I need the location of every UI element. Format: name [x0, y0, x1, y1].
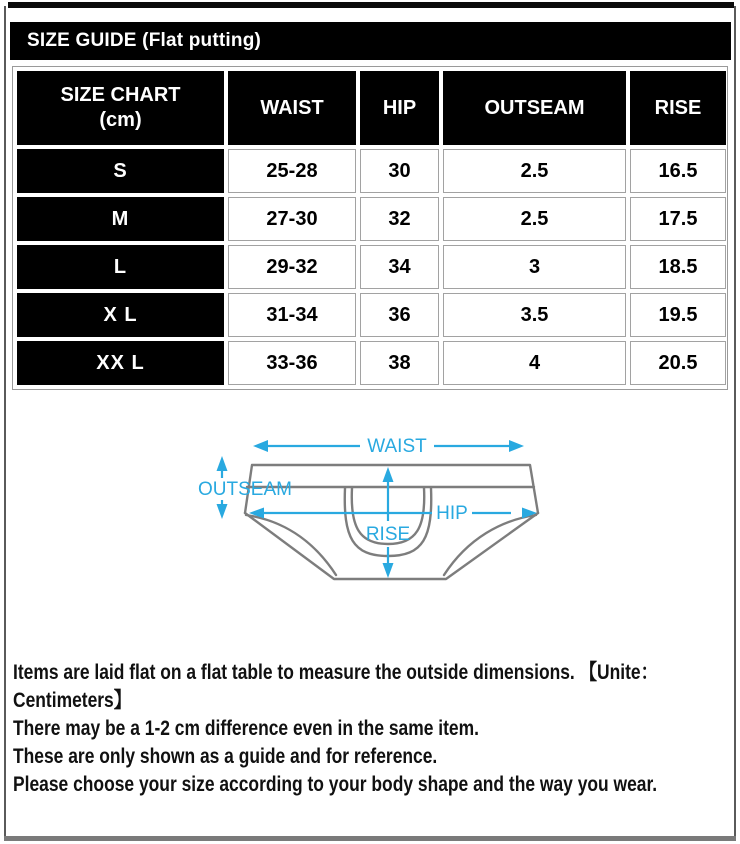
measurement-notes: [13, 659, 740, 799]
waist-value: 27-30: [228, 197, 356, 241]
col-header-rise: RISE: [630, 71, 726, 145]
size-chart-table: [13, 67, 730, 389]
table-row: [17, 341, 726, 385]
table-header-row: [17, 71, 726, 145]
table-row: [17, 245, 726, 289]
col-header-waist: WAIST: [228, 71, 356, 145]
col-header-hip: HIP: [360, 71, 439, 145]
table-row: [17, 149, 726, 193]
size-label: XX L: [17, 341, 224, 385]
diagram-label-hip: HIP: [436, 503, 468, 524]
measure-arrowheads: [217, 440, 538, 578]
outseam-arrowhead-up: [217, 456, 228, 471]
size-label: L: [17, 245, 224, 289]
diagram-label-waist: WAIST: [367, 436, 427, 457]
diagram-label-outseam: OUTSEAM: [198, 479, 292, 500]
waist-value: 29-32: [228, 245, 356, 289]
rise-value: 18.5: [630, 245, 726, 289]
hip-value: 34: [360, 245, 439, 289]
note-line: Please choose your size according to your body shape and the way you wear.: [13, 773, 658, 796]
page-title: SIZE GUIDE (Flat putting): [27, 30, 262, 51]
col-header-size-chart: [17, 71, 224, 145]
page-border-bottom: [4, 836, 736, 841]
outseam-value: 3: [443, 245, 626, 289]
rise-value: 19.5: [630, 293, 726, 337]
outseam-value: 4: [443, 341, 626, 385]
measurement-diagram: [150, 400, 610, 625]
size-label: X L: [17, 293, 224, 337]
note-line: Items are laid flat on a flat table to measure the outside dimensions. 【Unite：: [13, 661, 659, 684]
outseam-value: 2.5: [443, 149, 626, 193]
note-line: There may be a 1-2 cm difference even in the same item.: [13, 717, 479, 740]
size-label: S: [17, 149, 224, 193]
waist-arrowhead-left: [253, 440, 268, 452]
hip-value: 30: [360, 149, 439, 193]
note-line: Centimeters】: [13, 689, 132, 712]
size-chart-unit: (cm): [99, 109, 142, 131]
diagram-label-rise: RISE: [365, 524, 411, 545]
table-row: [17, 293, 726, 337]
rise-arrowhead-up: [383, 467, 394, 482]
page-border-top: [8, 2, 734, 8]
rise-value: 16.5: [630, 149, 726, 193]
size-chart-label: SIZE CHART: [60, 84, 181, 106]
briefs-diagram-svg: [150, 400, 610, 625]
col-header-outseam: OUTSEAM: [443, 71, 626, 145]
hip-value: 38: [360, 341, 439, 385]
waist-value: 33-36: [228, 341, 356, 385]
outseam-value: 3.5: [443, 293, 626, 337]
size-label: M: [17, 197, 224, 241]
outseam-value: 2.5: [443, 197, 626, 241]
page-border-left: [4, 6, 6, 840]
outseam-arrowhead-down: [217, 504, 228, 519]
rise-value: 17.5: [630, 197, 726, 241]
waist-arrowhead-right: [509, 440, 524, 452]
rise-arrowhead-down: [383, 563, 394, 578]
hip-value: 32: [360, 197, 439, 241]
hip-value: 36: [360, 293, 439, 337]
size-chart-table-wrap: [12, 66, 728, 390]
table-row: [17, 197, 726, 241]
rise-value: 20.5: [630, 341, 726, 385]
waist-value: 25-28: [228, 149, 356, 193]
size-guide-header: [10, 22, 731, 60]
note-line: These are only shown as a guide and for reference.: [13, 745, 438, 768]
waist-value: 31-34: [228, 293, 356, 337]
